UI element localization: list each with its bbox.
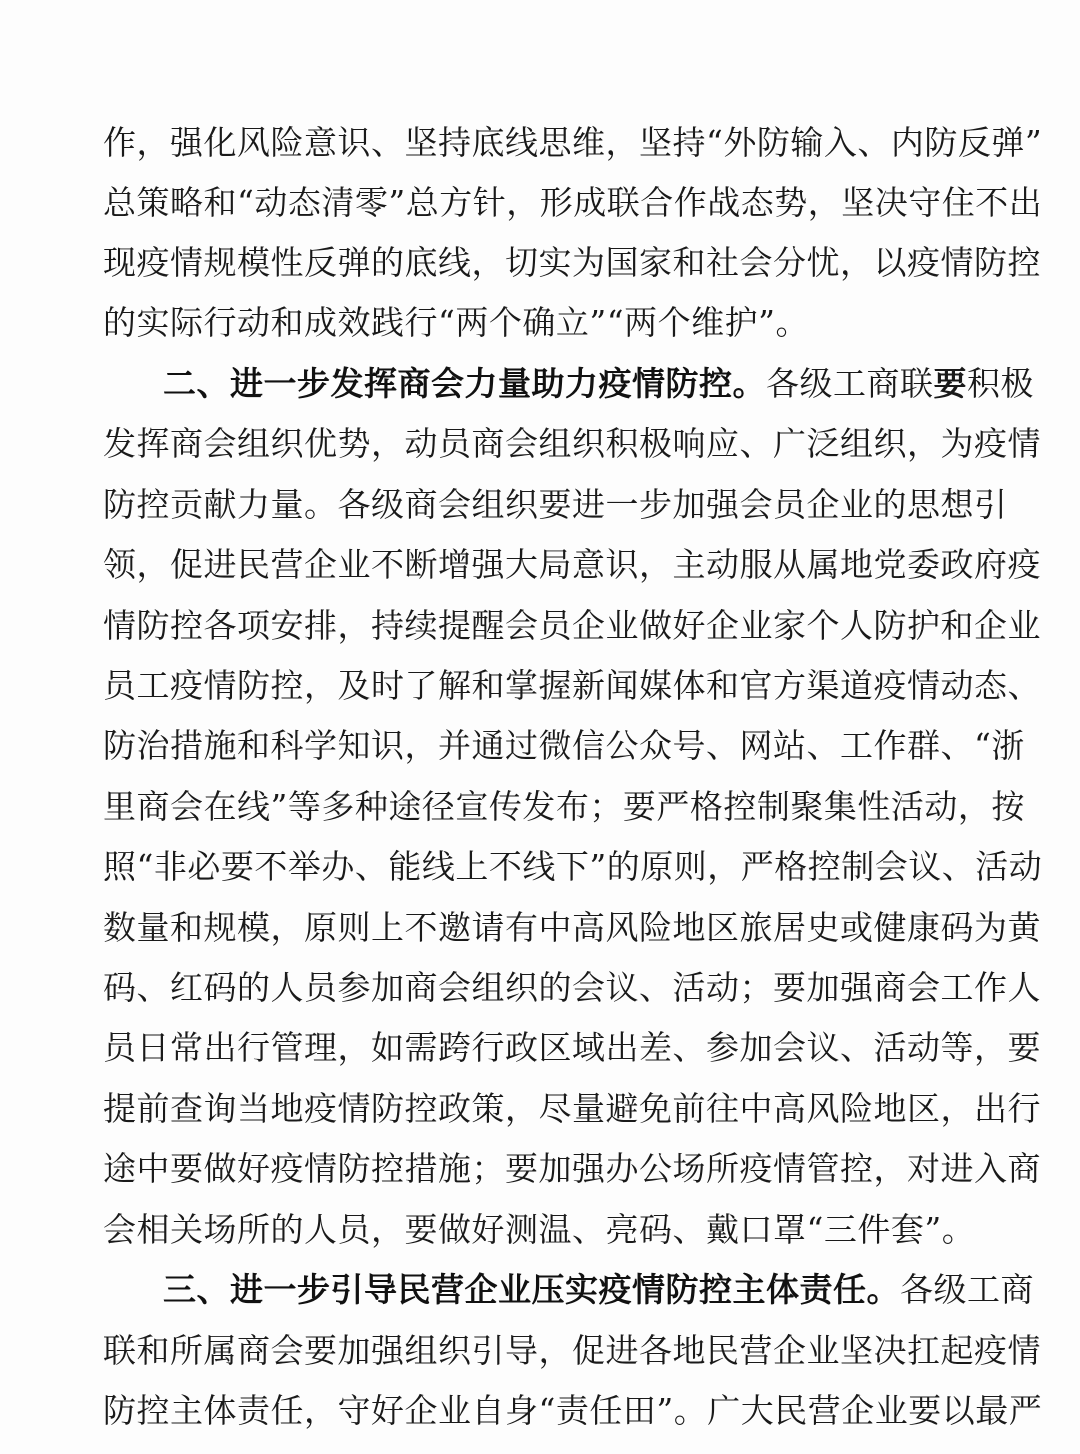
text-line: 防治措施和科学知识，并通过微信公众号、网站、工作群、“浙 <box>103 726 1025 765</box>
text-line: 里商会在线”等多种途径宣传发布；要严格控制聚集性活动，按 <box>103 787 1025 826</box>
section-two-intro: 各级工商联 <box>766 364 934 403</box>
text-line: 发挥商会组织优势，动员商会组织积极响应、广泛组织，为疫情 <box>103 424 1041 463</box>
text-line: 会相关场所的人员，要做好测温、亮码、戴口罩“三件套”。 <box>103 1210 976 1249</box>
section-three-first-line <box>163 1264 1034 1316</box>
text-line: 防控主体责任，守好企业自身“责任田”。广大民营企业要以最严 <box>103 1391 1043 1430</box>
text-line: 现疫情规模性反弹的底线，切实为国家和社会分忧，以疫情防控 <box>103 243 1041 282</box>
text-line: 提前查询当地疫情防控政策，尽量避免前往中高风险地区，出行 <box>103 1089 1041 1128</box>
text-line: 作，强化风险意识、坚持底线思维，坚持“外防输入、内防反弹” <box>103 123 1043 162</box>
text-line: 的实际行动和成效践行“两个确立”“两个维护”。 <box>103 303 809 342</box>
text-line: 码、红码的人员参加商会组织的会议、活动；要加强商会工作人 <box>103 968 1041 1007</box>
section-two-first-line <box>163 358 1034 410</box>
emphasis-keyword: 要 <box>933 364 967 403</box>
text-line: 员工疫情防控，及时了解和掌握新闻媒体和官方渠道疫情动态、 <box>103 666 1041 705</box>
text-line: 途中要做好疫情防控措施；要加强办公场所疫情管控，对进入商 <box>103 1149 1041 1188</box>
text-line: 领，促进民营企业不断增强大局意识，主动服从属地党委政府疫 <box>103 545 1041 584</box>
text-line: 情防控各项安排，持续提醒会员企业做好企业家个人防护和企业 <box>103 606 1041 645</box>
section-two-intro-end: 积极 <box>967 364 1034 403</box>
section-two-heading: 二、进一步发挥商会力量助力疫情防控。 <box>163 364 766 403</box>
text-line: 照“非必要不举办、能线上不线下”的原则，严格控制会议、活动 <box>103 847 1043 886</box>
text-line: 总策略和“动态清零”总方针，形成联合作战态势，坚决守住不出 <box>103 183 1043 222</box>
section-three-heading: 三、进一步引导民营企业压实疫情防控主体责任。 <box>163 1270 900 1309</box>
text-line: 数量和规模，原则上不邀请有中高风险地区旅居史或健康码为黄 <box>103 908 1041 947</box>
text-line: 防控贡献力量。各级商会组织要进一步加强会员企业的思想引 <box>103 485 1008 524</box>
section-three-intro: 各级工商 <box>900 1270 1034 1309</box>
text-line: 联和所属商会要加强组织引导，促进各地民营企业坚决扛起疫情 <box>103 1331 1041 1370</box>
text-line: 员日常出行管理，如需跨行政区域出差、参加会议、活动等，要 <box>103 1028 1041 1067</box>
